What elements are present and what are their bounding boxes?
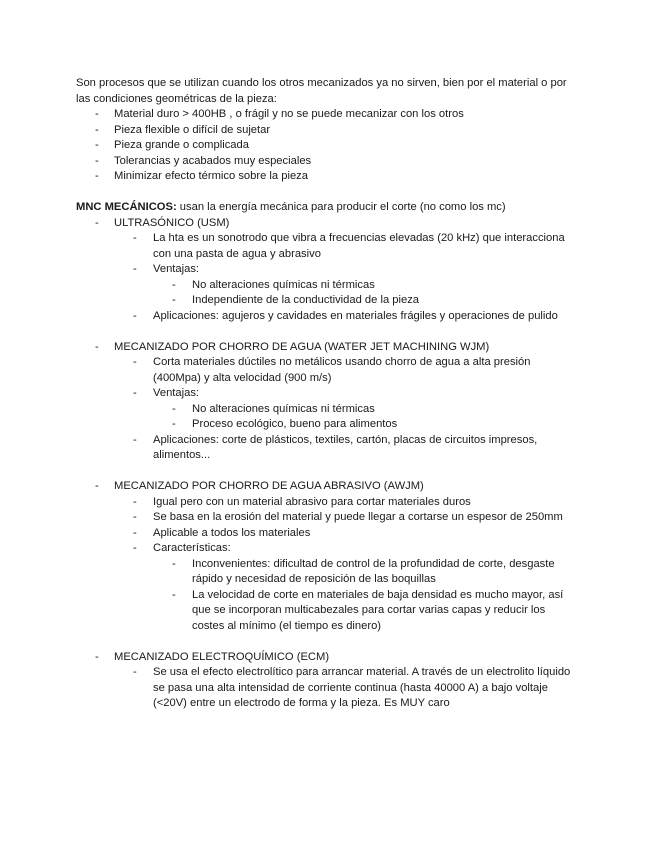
intro-paragraph: Son procesos que se utilizan cuando los otros mecanizados ya no sirven, bien por el material o por las condiciones geométricas de la pieza: xyxy=(76,77,567,105)
list-item: - Características: - Inconvenientes: dificultad de control de la profundidad de corte, desgaste rápido y necesidad de reposición de las boquillas - La velocidad de corte en materiales de baja densidad es mucho mayor, así que se incorporan multicabezales para cortar varias capas y reducir los costes al mínimo (el tiempo es dinero) xyxy=(114,541,576,634)
section-heading-bold: MNC MECÁNICOS: xyxy=(76,201,177,213)
method-title: MECANIZADO ELECTROQUÍMICO (ECM) xyxy=(114,650,330,663)
list-item: - Material duro > 400HB , o frágil y no se puede mecanizar con los otros xyxy=(95,108,464,120)
method-ecm: - MECANIZADO ELECTROQUÍMICO (ECM) - Se usa el efecto electrolítico para arrancar material. A través de un electrolito líquido se pasa una alta intensidad de corriente continua (hasta 40000 A) a bajo voltaje (<20V) entre un electrodo de forma y la pieza. Es MUY caro xyxy=(76,650,576,712)
list-item: - La hta es un sonotrodo que vibra a frecuencias elevadas (20 kHz) que interacciona con una pasta de agua y abrasivo xyxy=(133,232,565,260)
list-item: - No alteraciones químicas ni térmicas xyxy=(172,402,375,415)
list-item: - Ventajas: - No alteraciones químicas ni térmicas - Proceso ecológico, bueno para alimentos xyxy=(114,386,576,433)
method-usm: - ULTRASÓNICO (USM) - La hta es un sonotrodo que vibra a frecuencias elevadas (20 kHz) que interacciona con una pasta de agua y abrasivo - Ventajas: - No alteraciones químicas ni térmicas - Independiente de la conductividad de la pieza - Aplicaciones: agujeros y cavidades en materiales frágiles y operaciones de pulido xyxy=(76,216,576,340)
list-item: - Pieza flexible o difícil de sujetar xyxy=(95,123,271,136)
list-item: - Proceso ecológico, bueno para alimentos xyxy=(172,418,398,430)
list-item: - Aplicaciones: corte de plásticos, textiles, cartón, placas de circuitos impresos, alimentos... xyxy=(133,433,538,461)
list-item: - Tolerancias y acabados muy especiales xyxy=(95,154,312,167)
method-title: MECANIZADO POR CHORRO DE AGUA ABRASIVO (AWJM) xyxy=(114,480,424,492)
list-item: - Minimizar efecto térmico sobre la pieza xyxy=(95,170,308,182)
list-item: - Aplicaciones: agujeros y cavidades en materiales frágiles y operaciones de pulido xyxy=(133,309,558,322)
intro-list xyxy=(76,107,576,185)
list-item: - Pieza grande o complicada xyxy=(95,139,249,151)
methods-list xyxy=(76,216,576,712)
list-item: - Independiente de la conductividad de la pieza xyxy=(172,294,420,306)
method-title: MECANIZADO POR CHORRO DE AGUA (WATER JET MACHINING WJM) xyxy=(114,340,490,353)
list-item: - Igual pero con un material abrasivo para cortar materiales duros xyxy=(133,495,471,508)
method-title: ULTRASÓNICO (USM) xyxy=(114,216,230,229)
list-item: - Corta materiales dúctiles no metálicos usando chorro de agua a alta presión (400Mpa) y alta velocidad (900 m/s) xyxy=(133,356,531,384)
list-item: - Se usa el efecto electrolítico para arrancar material. A través de un electrolito líquido se pasa una alta intensidad de corriente continua (hasta 40000 A) a bajo voltaje (<20V) entre un electrodo de forma y la pieza. Es MUY caro xyxy=(133,666,571,709)
list-item: - Aplicable a todos los materiales xyxy=(133,526,311,539)
section-heading-text: usan la energía mecánica para producir el corte (no como los mc) xyxy=(176,201,506,213)
list-item: - Se basa en la erosión del material y puede llegar a cortarse un espesor de 250mm xyxy=(133,511,563,523)
list-item: - Inconvenientes: dificultad de control de la profundidad de corte, desgaste rápido y necesidad de reposición de las boquillas xyxy=(172,557,555,585)
document-page xyxy=(76,76,576,712)
method-wjm: - MECANIZADO POR CHORRO DE AGUA (WATER JET MACHINING WJM) - Corta materiales dúctiles no metálicos usando chorro de agua a alta presión (400Mpa) y alta velocidad (900 m/s) - Ventajas: - No alteraciones químicas ni térmicas - Proceso ecológico, bueno para alimentos - Aplicaciones: corte de plásticos, textiles, cartón, placas de circuitos impresos, alimentos... xyxy=(76,340,576,480)
list-item: - No alteraciones químicas ni térmicas xyxy=(172,278,375,291)
list-item: - La velocidad de corte en materiales de baja densidad es mucho mayor, así que se incorporan multicabezales para cortar varias capas y reducir los costes al mínimo (el tiempo es dinero) xyxy=(172,588,564,632)
method-awjm: - MECANIZADO POR CHORRO DE AGUA ABRASIVO (AWJM) - Igual pero con un material abrasivo para cortar materiales duros - Se basa en la erosión del material y puede llegar a cortarse un espesor de 250mm - Aplicable a todos los materiales - Características: - Inconvenientes: dificultad de control de la profundidad de corte, desgaste rápido y necesidad de reposición de las boquillas - La velocidad de corte en materiales de baja densidad es mucho mayor, así que se incorporan multicabezales para cortar varias capas y reducir los costes al mínimo (el tiempo es dinero) xyxy=(76,479,576,650)
section-heading xyxy=(76,200,576,216)
list-item: - Ventajas: - No alteraciones químicas ni térmicas - Independiente de la conductividad de la pieza xyxy=(114,262,576,309)
